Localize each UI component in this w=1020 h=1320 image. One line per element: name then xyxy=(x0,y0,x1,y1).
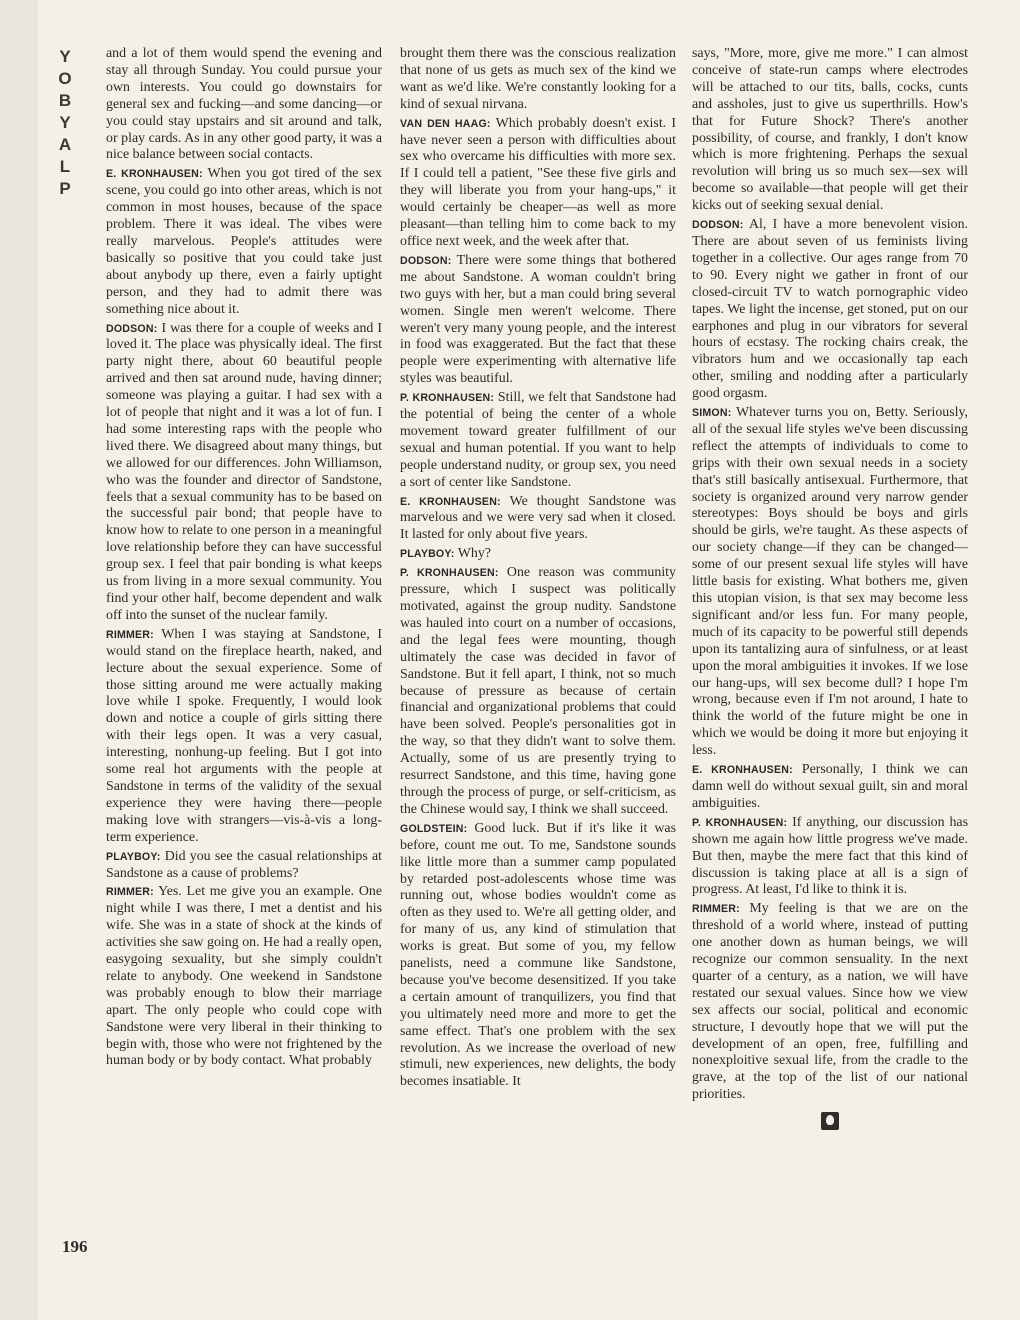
paragraph-text: says, "More, more, give me more." I can almost conceive of state-run camps where electrodes will be attached to our tits, balls, cocks, cunts and assholes, just to give us superthrills. How's that for Future Shock? There's another possibility, of course, and frankly, I don't know which is more frightening. Perhaps the sexual revolution will bring us so much sex—sex will become so available—that people will get their kicks out of seeking sexual denial. xyxy=(692,46,968,214)
paragraph-text: brought them there was the conscious realization that none of us gets as much sex of the kind we want as we'd like. We're constantly looking for a kind of sexual nirvana. xyxy=(400,46,676,112)
paragraph xyxy=(400,390,676,491)
speaker-name: P. KRONHAUSEN: xyxy=(400,567,499,580)
speaker-name: E. KRONHAUSEN: xyxy=(692,764,793,777)
speaker-name: DODSON: xyxy=(106,322,158,335)
paragraph-text: and a lot of them would spend the evening and stay all through Sunday. You could pursue your own interests. You could go downstairs for general sex and fucking—and some dancing—or you could stay upstairs and sit around and talk, or play cards. As in any other good party, it was a nice balance between social contacts. xyxy=(106,46,382,163)
speaker-name: P. KRONHAUSEN: xyxy=(692,816,788,829)
scan-margin xyxy=(0,0,38,1320)
masthead xyxy=(50,46,80,200)
speaker-name: PLAYBOY: xyxy=(400,548,455,561)
paragraph-text: Still, we felt that Sandstone had the potential of being the center of a whole movement toward greater fulfillment of our sexual and human potential. If you want to help people understand nudity, or group sex, you need a sort of center like Sandstone. xyxy=(400,390,676,490)
paragraph-text: When I was staying at Sandstone, I would stand on the fireplace hearth, naked, and lecture about the sexual experience. Some of those sitting around me were actually making love while I spoke. Frequently, I would look down and notice a couple of girls sitting there with their legs open. It was a very casual, interesting, nonhung-up feeling. But I got into some real hot arguments with the people at Sandstone in terms of the validity of the sexual experience they were having there—people making love with strangers—vis-à-vis a long-term experience. xyxy=(106,626,382,845)
paragraph-text: Which probably doesn't exist. I have never seen a person with difficulties about sex who overcame his difficulties with more sex. If I could tell a patient, "See these five girls and they will liberate you from your hang-ups," it would certainly be cheaper—as well as more pleasant—than telling him to come back to my office next week, and the week after that. xyxy=(400,115,677,249)
paragraph-text: Al, I have a more benevolent vision. There are about seven of us feminists living together in a collective. Our ages range from 70 to 90. Every night we gather in front of our closed-circuit TV to watch pornographic video tapes. We light the incense, get stoned, put on our earphones and plug in our vibrators for several hours of ecstasy. The rocking chairs creak, the vibrators hum and we occasionally tap each other, smiling and nodding after a particularly good orgasm. xyxy=(692,217,968,402)
paragraph-text: Why? xyxy=(454,546,491,562)
text-column-2 xyxy=(400,46,676,1266)
paragraph-text: My feeling is that we are on the threshold of a world where, instead of putting one another down as human beings, we will recognize our common sensuality. In the next quarter of a century, as a nation, we will have restated our sexual values. Since how we view sex affects our social, political and economic structure, I devoutly hope that we will put the development of an open, free, fulfilling and nonexploitive sexual life, from the cradle to the grave, at the top of the list of our national priorities. xyxy=(692,901,968,1103)
paragraph xyxy=(400,116,676,251)
paragraph-text: I was there for a couple of weeks and I loved it. The place was physically ideal. The first party night there, about 60 beautiful people arrived and then sat around nude, having dinner; someone was playing a guitar. I had sex with a lot of people that night and it was a lot of fun. I had some interesting raps with the people who lived there. We disagreed about many things, but we allowed for our differences. John Williamson, who was the founder and director of Sandstone, feels that a sexual community has to be based on the successful pair bond; that people have to know how to relate to one person in a meaningful love relationship before they can have successful group sex. I feel that pair bonding is what keeps us from living in a more sexual community. You find your other half, become dependent and walk off into the sunset of the nuclear family. xyxy=(106,320,382,623)
masthead-letter: B xyxy=(58,91,72,110)
paragraph-text: Yes. Let me give you an example. One night while I was there, I met a dentist and his wife. She was in a state of shock at the kinds of activities she saw going on. He had a really open, easygoing sexuality, but she simply couldn't relate to anybody. One weekend in Sandstone was probably enough to blow their marriage apart. The only people who could cope with Sandstone were very liberal in their thinking to begin with, those who were not frightened by the human body or by body contact. What probably xyxy=(106,884,382,1069)
paragraph xyxy=(692,46,968,215)
paragraph-text: Whatever turns you on, Betty. Seriously, all of the sexual life styles we've been discussing reflect the attempts of individuals to come to grips with their own sexual needs in a society that's still basically antisexual. Furthermore, that society is organized around very narrow gender stereotypes: Boys should be boys and girls should be girls, we're taught. As these aspects of our society change—if they can be changed—some of our present sexual life styles will have little basis for existing. What bothers me, given this utopian vision, is that sex may become less significant and/or less fun. For many people, much of its capacity to be powerful still depends upon its tantalizing aura of sinfulness, or at least upon the moral ambiguities it invokes. If we lose our hang-ups, will sex become dull? I hope I'm wrong, because even if I'm not around, I hate to think the world of the future might be one in which we would be doing it more but enjoying it less. xyxy=(692,405,968,759)
speaker-name: RIMMER: xyxy=(106,628,154,641)
speaker-name: E. KRONHAUSEN: xyxy=(106,168,203,181)
page-number: 196 xyxy=(62,1237,88,1256)
speaker-name: RIMMER: xyxy=(106,886,154,899)
paragraph xyxy=(692,901,968,1104)
masthead-letter: O xyxy=(58,69,72,88)
speaker-name: SIMON: xyxy=(692,407,732,420)
paragraph xyxy=(400,546,676,563)
speaker-name: P. KRONHAUSEN: xyxy=(400,392,495,405)
paragraph-text: One reason was community pressure, which I suspect was politically motivated, against the group nudity. Sandstone was hauled into court on a number of occasions, and the legal fees were mounting, though ultimately the case was decided in favor of Sandstone. But it fell apart, I think, not so much because of pressure as because of certain financial and organizational problems that could have been solved. People's personalities got in the way, so that they didn't want to solve them. Actually, some of us are presently trying to resurrect Sandstone, and this time, having gone through the process of purge, or self-criticism, as the Chinese would say, I think we shall succeed. xyxy=(400,565,676,817)
paragraph xyxy=(106,46,382,164)
paragraph-text: There were some things that bothered me about Sandstone. A woman couldn't bring two guys with her, but a man could bring several women. Single men weren't welcome. There weren't very many young people, and the interest in food was exaggerated. But the fact that these people were experimenting with alternative life styles was beautiful. xyxy=(400,252,676,387)
speaker-name: DODSON: xyxy=(400,254,452,267)
paragraph-text: We thought Sandstone was marvelous and we were very sad when it closed. It lasted for only about five years. xyxy=(400,493,676,543)
paragraph-text: Personally, I think we can damn well do without sexual guilt, sin and moral ambiguities. xyxy=(692,762,968,811)
paragraph xyxy=(106,321,382,625)
speaker-name: PLAYBOY: xyxy=(106,850,161,863)
paragraph xyxy=(692,762,968,813)
paragraph xyxy=(106,884,382,1070)
paragraph-text: If anything, our discussion has shown me again how little progress we've made. But then, maybe the mere fact that this kind of discussion is taking place at all is a sign of progress. At least, I'd like to think it is. xyxy=(692,814,968,898)
paragraph xyxy=(400,46,676,114)
masthead-letter: Y xyxy=(59,113,71,132)
rabbit-end-mark-icon xyxy=(821,1112,839,1130)
speaker-name: E. KRONHAUSEN: xyxy=(400,495,501,508)
speaker-name: GOLDSTEIN: xyxy=(400,822,468,835)
speaker-name: RIMMER: xyxy=(692,903,740,916)
masthead-letter: L xyxy=(59,157,71,176)
paragraph xyxy=(692,815,968,900)
speaker-name: DODSON: xyxy=(692,219,744,232)
paragraph xyxy=(106,627,382,847)
masthead-letter: P xyxy=(59,179,71,198)
paragraph xyxy=(400,253,676,388)
paragraph-text: When you got tired of the sex scene, you could go into other areas, which is not common in most houses, because of the space problem. There it was ideal. The vibes were really marvelous. People's attitudes were basically so positive that you could take just about anybody up there, even a fairly uptight person, and they had to admit there was something nice about it. xyxy=(106,166,382,317)
paragraph-text: Did you see the casual relationships at Sandstone as a cause of problems? xyxy=(106,848,382,881)
paragraph xyxy=(400,821,676,1092)
paragraph xyxy=(692,405,968,760)
text-column-3 xyxy=(692,46,968,1266)
paragraph xyxy=(400,494,676,545)
speaker-name: VAN DEN HAAG: xyxy=(400,117,491,130)
paragraph xyxy=(106,166,382,318)
text-column-1 xyxy=(106,46,382,1266)
paragraph xyxy=(692,217,968,403)
paragraph xyxy=(106,849,382,883)
paragraph xyxy=(400,565,676,819)
masthead-letter: A xyxy=(58,135,72,154)
paragraph-text: Good luck. But if it's like it was before, count me out. To me, Sandstone sounds like little more than a summer camp populated by retarded post-adolescents whose time was running out, whose bodies wouldn't come as often as they used to. We're all getting older, and for many of us, any kind of stimulation that works is great. But some of you, my fellow panelists, need a commune like Sandstone, because you've become desensitized. If you take a certain amount of tranquilizers, you find that you ultimately need more and more to get the same effect. That's one problem with the sex revolution. As we increase the overload of new stimuli, new experiences, new delights, the body becomes insatiable. It xyxy=(400,820,676,1090)
masthead-letter: Y xyxy=(59,47,71,66)
